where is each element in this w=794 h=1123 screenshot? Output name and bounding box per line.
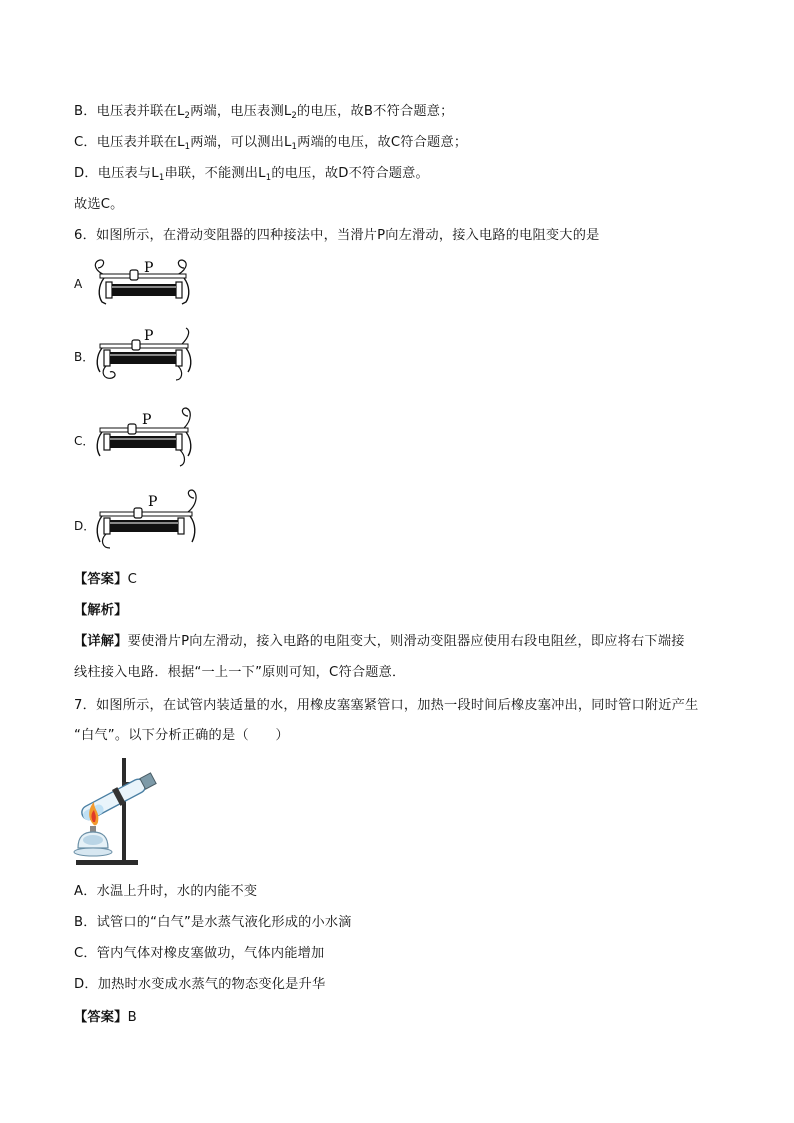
answer-tag: 【答案】 (74, 1010, 128, 1025)
slider-p-label: P (144, 260, 154, 276)
text: 两端，电压表测L (190, 104, 292, 119)
q7-option-d: D．加热时水变成水蒸气的物态变化是升华 (74, 977, 326, 992)
q7-option-a: A．水温上升时，水的内能不变 (74, 884, 258, 899)
q6-detail-line-1 (74, 633, 685, 651)
explanation-line-d (74, 165, 429, 187)
text: 的电压，故B不符合题意； (297, 104, 454, 119)
subscript: 1 (265, 173, 272, 183)
subscript: 1 (158, 173, 165, 183)
q7-answer (74, 1009, 137, 1027)
option-c-label: C． (74, 434, 95, 448)
detail-tag: 【详解】 (74, 634, 128, 649)
question-6-stem: 6．如图所示，在滑动变阻器的四种接法中，当滑片P向左滑动，接入电路的电阻变大的是 (74, 228, 600, 243)
test-tube-heating-figure (72, 756, 172, 868)
q6-answer (74, 571, 137, 589)
detail-text: 要使滑片P向左滑动，接入电路的电阻变大，则滑动变阻器应使用右段电阻丝，即应将右下端接 (127, 634, 685, 649)
answer-tag: 【答案】 (74, 572, 128, 587)
question-7-stem-line-2: “白气”。以下分析正确的是（ ） (74, 728, 289, 743)
option-d-label: D． (74, 519, 96, 533)
rheostat-figure-b (92, 322, 196, 384)
q6-analysis-tag: 【解析】 (74, 603, 128, 618)
text: 的电压，故D不符合题意。 (271, 166, 429, 181)
text: C．电压表并联在L (74, 135, 185, 150)
q7-option-b: B．试管口的“白气”是水蒸气液化形成的小水滴 (74, 915, 352, 930)
explanation-line-c (74, 134, 467, 156)
option-b-label: B． (74, 350, 95, 364)
slider-p-label: P (142, 412, 152, 428)
rheostat-figure-d (92, 486, 204, 552)
text: B．电压表并联在L (74, 104, 185, 119)
text: 两端的电压，故C符合题意； (297, 135, 468, 150)
answer-value: C (127, 572, 137, 587)
text: 串联，不能测出L (164, 166, 266, 181)
rheostat-figure-c (92, 404, 196, 468)
slider-p-label: P (148, 494, 158, 510)
subscript: 2 (184, 111, 191, 121)
text: D．电压表与L (74, 166, 159, 181)
q6-detail-line-2: 线柱接入电路．根据“一上一下”原则可知，C符合题意． (74, 665, 406, 680)
subscript: 1 (184, 142, 191, 152)
subscript: 2 (291, 111, 297, 121)
q7-option-c: C．管内气体对橡皮塞做功，气体内能增加 (74, 946, 325, 961)
answer-value: B (127, 1010, 137, 1025)
explanation-line-b (74, 103, 454, 125)
text: 两端，可以测出L (190, 135, 292, 150)
slider-p-label: P (144, 328, 154, 344)
option-a-label: A (74, 277, 83, 291)
question-7-stem-line-1: 7．如图所示，在试管内装适量的水，用橡皮塞塞紧管口，加热一段时间后橡皮塞冲出，同时管口附近产生 (74, 698, 699, 713)
rheostat-figure-a (86, 254, 196, 314)
conclusion-text: 故选C。 (74, 197, 124, 212)
subscript: 1 (291, 142, 298, 152)
